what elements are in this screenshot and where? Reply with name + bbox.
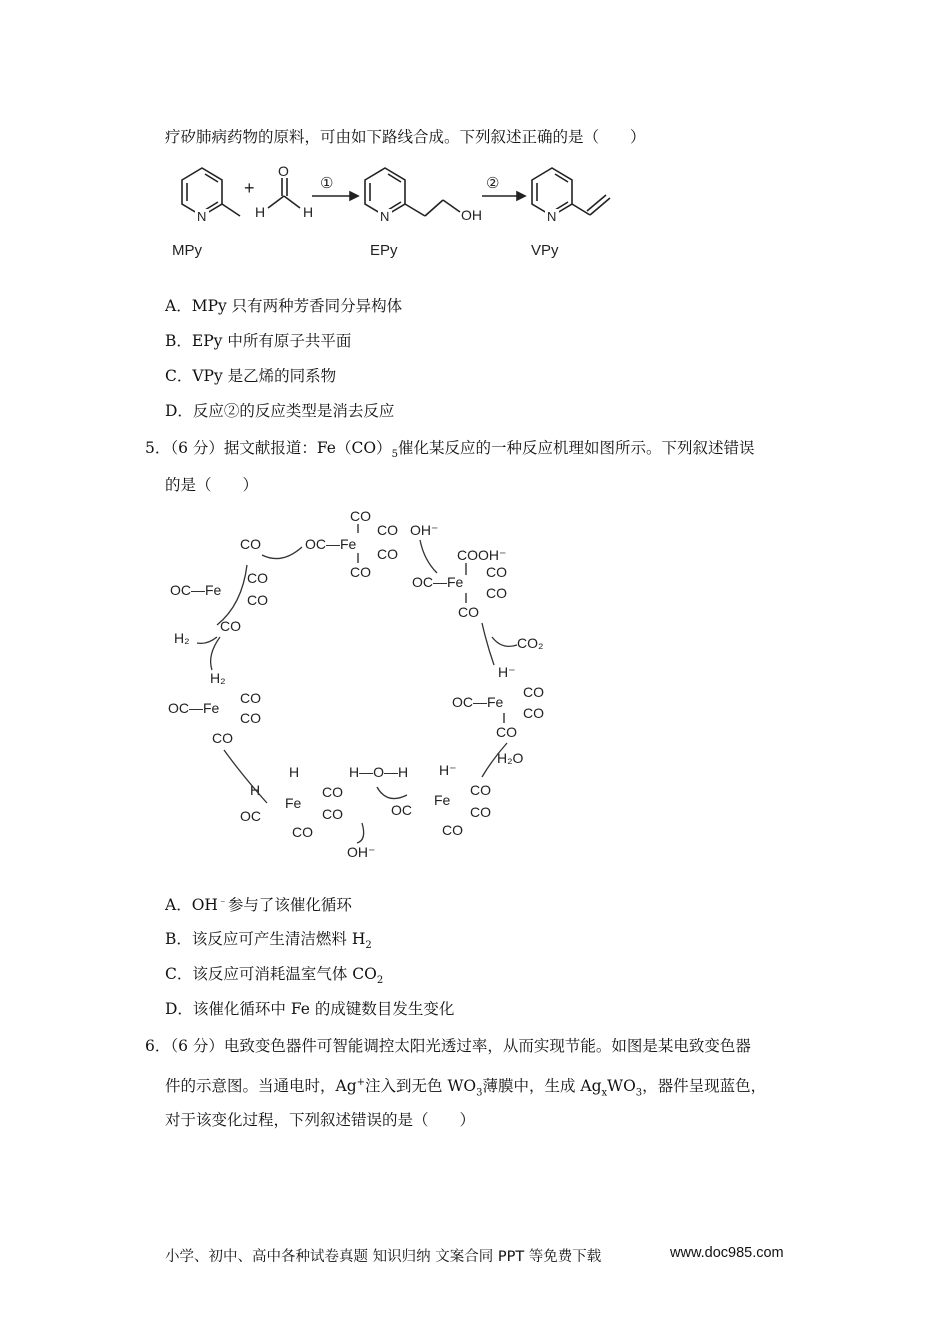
svg-text:CO: CO <box>486 564 507 580</box>
svg-text:CO: CO <box>247 570 268 586</box>
svg-text:CO: CO <box>442 822 463 838</box>
q6-stem-line2: 件的示意图。当通电时，Ag+注入到无色 $WO_3$薄膜中，生成 $Ag_xWO_3$，器件呈现蓝色， <box>165 1077 767 1099</box>
svg-text:N: N <box>547 209 557 224</box>
svg-text:H: H <box>303 204 314 220</box>
svg-text:OC—Fe: OC—Fe <box>170 582 222 598</box>
svg-text:H—O—H: H—O—H <box>349 764 409 780</box>
svg-text:CO: CO <box>458 604 479 620</box>
svg-text:CO: CO <box>486 585 507 601</box>
svg-text:CO: CO <box>247 592 268 608</box>
q5-option-c: C．该反应可消耗温室气体 $CO_2$ <box>165 965 384 987</box>
q5-stem-line2: 的是（ ） <box>165 476 259 494</box>
mpy-structure <box>182 168 240 224</box>
q4-stem-tail: 疗矽肺病药物的原料，可由如下路线合成。下列叙述正确的是（ ） <box>165 128 646 146</box>
q5-stem-line1: 5．（6 分）据文献报道：$Fe(CO)_5$催化某反应的一种反应机理如图所示。下列叙述错误 <box>145 439 755 461</box>
svg-text:OC: OC <box>240 808 261 824</box>
svg-text:H⁻: H⁻ <box>498 664 516 680</box>
mpy-label: MPy <box>172 242 202 259</box>
svg-text:①: ① <box>320 175 334 192</box>
q6-stem-line1: 6．（6 分）电致变色器件可智能调控太阳光透过率，从而实现节能。如图是某电致变色器 <box>145 1037 751 1055</box>
svg-text:OH: OH <box>461 207 482 223</box>
svg-text:H₂: H₂ <box>210 670 226 686</box>
formaldehyde-structure <box>255 163 313 220</box>
epy-structure <box>365 168 482 224</box>
svg-text:Fe: Fe <box>285 795 302 811</box>
q6-stem-line3: 对于该变化过程，下列叙述错误的是（ ） <box>165 1111 476 1129</box>
svg-text:OH⁻: OH⁻ <box>410 522 439 538</box>
svg-text:CO: CO <box>350 564 371 580</box>
svg-text:OC—Fe: OC—Fe <box>412 574 464 590</box>
svg-text:CO: CO <box>322 784 343 800</box>
svg-text:CO: CO <box>523 684 544 700</box>
q5-option-d: D．该催化循环中 Fe 的成键数目发生变化 <box>165 1000 455 1018</box>
svg-text:CO₂: CO₂ <box>517 635 544 651</box>
svg-text:Fe: Fe <box>434 792 451 808</box>
q4-option-b: B．EPy 中所有原子共平面 <box>165 332 352 350</box>
footer-url-link[interactable]: www.doc985.com <box>670 1245 784 1261</box>
svg-text:N: N <box>380 209 390 224</box>
svg-text:②: ② <box>486 175 500 192</box>
svg-text:CO: CO <box>240 536 261 552</box>
svg-text:CO: CO <box>292 824 313 840</box>
footer-text: 小学、初中、高中各种试卷真题 知识归纳 文案合同 PPT 等免费下载 <box>165 1249 602 1265</box>
svg-text:H₂O: H₂O <box>497 750 524 766</box>
q4-option-c: C．VPy 是乙烯的同系物 <box>165 367 337 385</box>
svg-text:H⁻: H⁻ <box>439 762 457 778</box>
svg-text:CO: CO <box>496 724 517 740</box>
svg-text:CO: CO <box>220 618 241 634</box>
svg-text:CO: CO <box>523 705 544 721</box>
svg-text:CO: CO <box>470 782 491 798</box>
q4-reaction-scheme <box>160 160 640 270</box>
fe-co-catalytic-cycle-diagram <box>162 505 552 865</box>
q4-option-d: D．反应②的反应类型是消去反应 <box>165 402 395 420</box>
svg-text:O: O <box>278 163 289 179</box>
svg-text:CO: CO <box>377 546 398 562</box>
mpy-n-atom: N <box>197 209 207 224</box>
svg-text:H: H <box>255 204 266 220</box>
svg-text:H₂: H₂ <box>174 630 190 646</box>
q5-option-b: B．该反应可产生清洁燃料 $H_2$ <box>165 930 372 952</box>
svg-text:COOH⁻: COOH⁻ <box>457 547 507 563</box>
svg-text:CO: CO <box>322 806 343 822</box>
vpy-label: VPy <box>531 242 559 259</box>
plus-sign: + <box>244 178 255 198</box>
svg-text:CO: CO <box>240 690 261 706</box>
svg-text:CO: CO <box>212 730 233 746</box>
svg-text:OC—Fe: OC—Fe <box>168 700 220 716</box>
svg-text:OH⁻: OH⁻ <box>347 844 376 860</box>
svg-text:OC—Fe: OC—Fe <box>305 536 357 552</box>
vpy-structure <box>532 168 610 224</box>
svg-text:CO: CO <box>240 710 261 726</box>
svg-text:CO: CO <box>470 804 491 820</box>
q4-option-a: A．MPy 只有两种芳香同分异构体 <box>165 297 403 315</box>
svg-text:H: H <box>250 782 261 798</box>
reaction-arrow-1 <box>312 175 358 200</box>
q5-option-a: A．OH﹣参与了该催化循环 <box>165 896 352 915</box>
svg-text:OC: OC <box>391 802 412 818</box>
svg-text:CO: CO <box>377 522 398 538</box>
svg-text:OC—Fe: OC—Fe <box>452 694 504 710</box>
page-footer <box>165 1245 784 1266</box>
svg-text:H: H <box>289 764 300 780</box>
epy-label: EPy <box>370 242 398 259</box>
reaction-arrow-2 <box>482 175 525 200</box>
svg-text:CO: CO <box>350 508 371 524</box>
